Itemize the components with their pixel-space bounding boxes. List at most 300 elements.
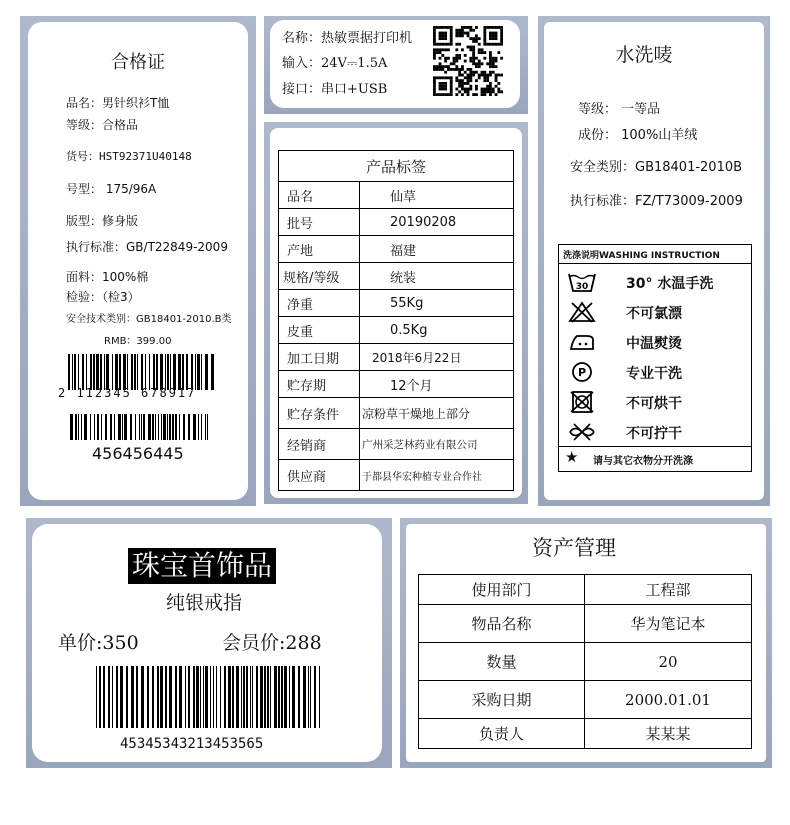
qr-module [495,74,498,77]
jewelry-label [32,524,382,762]
barcode-bar [205,666,208,728]
qr-module [495,32,498,35]
barcode-bar [74,354,76,390]
qr-module [483,26,486,29]
qr-module [444,85,447,88]
washing-instruction-header: 洗涤说明WASHING INSTRUCTION [563,251,720,261]
barcode-bar [203,666,204,728]
barcode-bar [122,414,123,440]
no-wring-icon [567,421,597,443]
qr-module [455,32,458,35]
barcode-bar [81,414,82,440]
qr-module [450,43,453,46]
qr-module [461,88,464,91]
product-key: 产地 [279,236,360,263]
barcode-bar [196,666,199,728]
qr-module [486,26,489,29]
qr-module [469,57,472,60]
cert-line-inspection: 检验：（检3） [66,290,140,304]
product-value: 仙草 [360,182,514,209]
qr-module [483,71,486,74]
qr-module [483,29,486,32]
qr-module [436,65,439,68]
qr-module [467,90,470,93]
product-value: 12个月 [360,371,514,398]
qr-module [489,60,492,63]
qr-module [455,79,458,82]
qr-module [436,48,439,51]
qr-module [500,57,503,60]
qr-module [469,88,472,91]
barcode-bar [143,414,145,440]
qr-module [447,65,450,68]
qr-module [483,79,486,82]
qr-module [436,26,439,29]
qr-module [444,43,447,46]
barcode-bar [289,666,290,728]
barcode-bar [156,354,158,390]
qr-module [469,29,472,32]
barcode-bar [193,414,196,440]
qr-module [439,76,442,79]
qr-module [441,37,444,40]
qr-module [495,26,498,29]
qr-module [447,48,450,51]
barcode-bar [213,666,214,728]
barcode-bar [84,414,87,440]
wash-item-text: 30° 水温手洗 [626,276,714,292]
qr-module [478,62,481,65]
barcode-bar [191,354,193,390]
printer-line-name: 名称：热敏票据打印机 [282,31,413,46]
cert-line-sku: 货号：HST92371U40148 [66,150,192,163]
barcode-bar [167,414,168,440]
barcode-bar [137,354,138,390]
qr-module [444,82,447,85]
product-key: 贮存期 [279,371,360,398]
qr-module [464,26,467,29]
barcode-bar [145,354,146,390]
barcode-bar [220,666,221,728]
qr-module [455,88,458,91]
qr-module [475,88,478,91]
qr-module [489,71,492,74]
qr-module [441,34,444,37]
qr-module [433,26,436,29]
dry-clean-letter: P [577,366,587,379]
qr-module [495,43,498,46]
jewelry-barcode-digits: 45345343213453565 [120,736,264,752]
dry-clean-icon [567,361,597,383]
barcode-bar [104,354,105,390]
qr-module [486,43,489,46]
barcode-bar [179,666,182,728]
barcode-bar [308,666,309,728]
qr-module [472,37,475,40]
qr-module [475,79,478,82]
barcode-bar [139,414,140,440]
qr-module [472,46,475,49]
qr-module [455,48,458,51]
barcode-bar [158,414,159,440]
qr-module [433,88,436,91]
qr-module [500,34,503,37]
qr-module [450,68,453,71]
barcode-bar [126,666,128,728]
barcode-bar [179,414,180,440]
qr-module [458,54,461,57]
qr-module [433,93,436,96]
qr-module [481,51,484,54]
cert-line-fit: 版型：修身版 [66,214,139,228]
barcode-bar [216,666,217,728]
certificate-label [28,22,248,500]
star-icon: ★ [565,448,579,466]
qr-module [447,76,450,79]
qr-module [495,57,498,60]
no-bleach-icon [567,301,597,323]
qr-module [495,79,498,82]
asset-label [406,524,766,762]
qr-module [475,93,478,96]
barcode-bar [250,666,251,728]
qr-module [495,65,498,68]
qr-module [444,88,447,91]
cert-line-fabric: 面料：100%棉 [66,270,149,284]
qr-module [441,93,444,96]
qr-module [492,60,495,63]
washing-instruction-box [558,244,752,472]
qr-module [433,32,436,35]
qr-module [492,32,495,35]
qr-module [455,68,458,71]
qr-module [478,65,481,68]
qr-module [433,90,436,93]
qr-module [436,51,439,54]
barcode-bar [182,354,184,390]
qr-module [486,90,489,93]
barcode-bar [175,666,177,728]
qr-module [486,62,489,65]
qr-module [441,68,444,71]
product-title: 产品标签 [279,151,514,182]
asset-value: 某某某 [585,719,752,749]
qr-module [497,90,500,93]
barcode-bar [131,354,133,390]
qr-module [441,43,444,46]
qr-module [475,57,478,60]
barcode-bar [147,666,149,728]
barcode-bar [169,414,171,440]
qr-module [472,29,475,32]
qr-module [444,37,447,40]
qr-module [458,82,461,85]
cert-barcode-1-digits: 2 112345 678917 [58,386,197,400]
qr-module [469,68,472,71]
qr-module [478,37,481,40]
qr-module [489,90,492,93]
barcode-bar [197,354,200,390]
barcode-bar [93,354,95,390]
qr-module [467,76,470,79]
qr-module [497,26,500,29]
asset-value: 20 [585,643,752,681]
qr-module [467,93,470,96]
qr-module [444,76,447,79]
qr-module [500,32,503,35]
qr-module [450,37,453,40]
qr-module [481,88,484,91]
barcode-bar [131,666,134,728]
barcode-bar [310,666,311,728]
barcode-bar [135,414,136,440]
barcode-bar [75,414,77,440]
barcode-bar [90,354,92,390]
qr-module [492,71,495,74]
qr-module [489,37,492,40]
barcode-bar [141,666,144,728]
jewelry-title: 珠宝首饰品 [128,548,276,584]
qr-module [444,71,447,74]
qr-module [455,93,458,96]
qr-module [472,57,475,60]
qr-module [433,51,436,54]
qr-module [441,32,444,35]
asset-key: 使用部门 [419,575,585,605]
cert-line-grade: 等级：合格品 [66,118,139,132]
product-value: 于都县华宏种植专业合作社 [360,460,514,491]
qr-module [433,34,436,37]
qr-module [450,76,453,79]
barcode-bar [165,666,167,728]
qr-module [481,62,484,65]
qr-module [436,68,439,71]
barcode-bar [153,354,155,390]
barcode-bar [284,666,287,728]
qr-module [433,76,436,79]
qr-module [458,29,461,32]
qr-module [441,54,444,57]
asset-value: 2000.01.01 [585,681,752,719]
qr-module [461,65,464,68]
barcode-bar [211,354,214,390]
qr-module [489,57,492,60]
qr-module [447,26,450,29]
qr-module [453,68,456,71]
barcode-bar [78,414,79,440]
barcode-bar [112,666,113,728]
qr-module [461,79,464,82]
qr-module [481,93,484,96]
barcode-bar [106,354,109,390]
barcode-bar [267,666,269,728]
qr-module [458,32,461,35]
qr-module [433,40,436,43]
washing-label [544,22,764,500]
barcode-bar [167,354,169,390]
product-table [278,150,514,491]
qr-module [439,26,442,29]
qr-module [469,26,472,29]
qr-module [458,74,461,77]
qr-module [475,62,478,65]
qr-module [489,93,492,96]
qr-module [433,85,436,88]
qr-module [481,71,484,74]
qr-module [439,88,442,91]
qr-module [441,65,444,68]
washing-line-standard: 执行标准：FZ/T73009-2009 [570,194,743,209]
qr-module [455,60,458,63]
barcode-bar [141,414,142,440]
qr-module [481,48,484,51]
qr-module [483,57,486,60]
qr-module [483,37,486,40]
barcode-bar [100,354,102,390]
qr-module [475,34,478,37]
barcode-bar [178,354,181,390]
qr-module [441,85,444,88]
qr-module [444,57,447,60]
barcode-bar [241,666,242,728]
barcode-bar [134,354,136,390]
qr-module [472,60,475,63]
barcode-bar [185,666,186,728]
qr-module [486,79,489,82]
qr-module [455,29,458,32]
cert-line-safety: 安全技术类别：GB18401-2010.B类 [66,314,232,325]
cert-barcode-2 [70,414,210,440]
qr-module [467,32,470,35]
qr-module [450,88,453,91]
qr-module [450,40,453,43]
qr-module [439,62,442,65]
qr-module [483,93,486,96]
barcode-bar [264,666,266,728]
barcode-bar [160,666,163,728]
qr-module [478,76,481,79]
qr-module [483,43,486,46]
qr-module [433,68,436,71]
barcode-bar [136,666,138,728]
printer-line-input: 输入：24V⎓1.5A [282,56,388,71]
barcode-bar [152,666,154,728]
qr-module [461,29,464,32]
qr-module [492,34,495,37]
barcode-bar [82,354,84,390]
barcode-bar [112,354,113,390]
qr-module [458,68,461,71]
qr-module [464,32,467,35]
qr-module [495,76,498,79]
barcode-bar [270,666,271,728]
barcode-bar [96,354,99,390]
qr-module [467,46,470,49]
asset-value: 工程部 [585,575,752,605]
asset-key: 物品名称 [419,605,585,643]
qr-module [492,43,495,46]
qr-module [497,82,500,85]
qr-module [450,85,453,88]
qr-module [441,82,444,85]
qr-module [483,74,486,77]
qr-module [439,85,442,88]
product-key: 批号 [279,209,360,236]
qr-module [458,34,461,37]
qr-module [450,62,453,65]
qr-module [469,71,472,74]
qr-module [492,37,495,40]
barcode-bar [123,354,126,390]
qr-module [461,82,464,85]
barcode-bar [201,414,202,440]
barcode-bar [165,354,166,390]
barcode-bar [252,666,253,728]
cert-line-size: 号型： 175/96A [66,182,157,196]
wash-30-icon [567,271,597,293]
qr-module [439,32,442,35]
qr-module [464,88,467,91]
product-value: 0.5Kg [360,317,514,344]
barcode-bar [101,414,102,440]
qr-module [495,60,498,63]
jewelry-price: 单价:350 [58,632,139,654]
barcode-bar [188,414,190,440]
qr-module [489,85,492,88]
cert-title: 合格证 [111,52,165,73]
qr-module [455,34,458,37]
qr-module [489,88,492,91]
qr-module [500,43,503,46]
qr-module [447,93,450,96]
qr-module [472,74,475,77]
washing-title: 水洗唛 [615,44,673,66]
product-value: 20190208 [360,209,514,236]
qr-module [447,57,450,60]
qr-module [441,88,444,91]
barcode-bar [281,666,283,728]
wash-item-text: 不可烘干 [626,396,682,412]
qr-module [478,43,481,46]
qr-module [489,54,492,57]
qr-module [433,43,436,46]
qr-module [461,68,464,71]
qr-module [489,62,492,65]
barcode-bar [108,666,110,728]
barcode-bar [205,414,206,440]
qr-module [439,43,442,46]
qr-module [439,37,442,40]
qr-module [469,74,472,77]
qr-module [458,90,461,93]
barcode-bar [246,666,248,728]
qr-module [475,85,478,88]
product-key: 供应商 [279,460,360,491]
qr-module [492,26,495,29]
qr-module [441,26,444,29]
cert-barcode-1 [68,354,218,390]
barcode-bar [124,414,127,440]
asset-key: 负责人 [419,719,585,749]
qr-module [472,71,475,74]
qr-module [469,48,472,51]
qr-module [489,82,492,85]
qr-module [483,76,486,79]
barcode-bar [97,414,99,440]
jewelry-subtitle: 纯银戒指 [166,592,243,614]
qr-module [492,57,495,60]
qr-module [450,34,453,37]
